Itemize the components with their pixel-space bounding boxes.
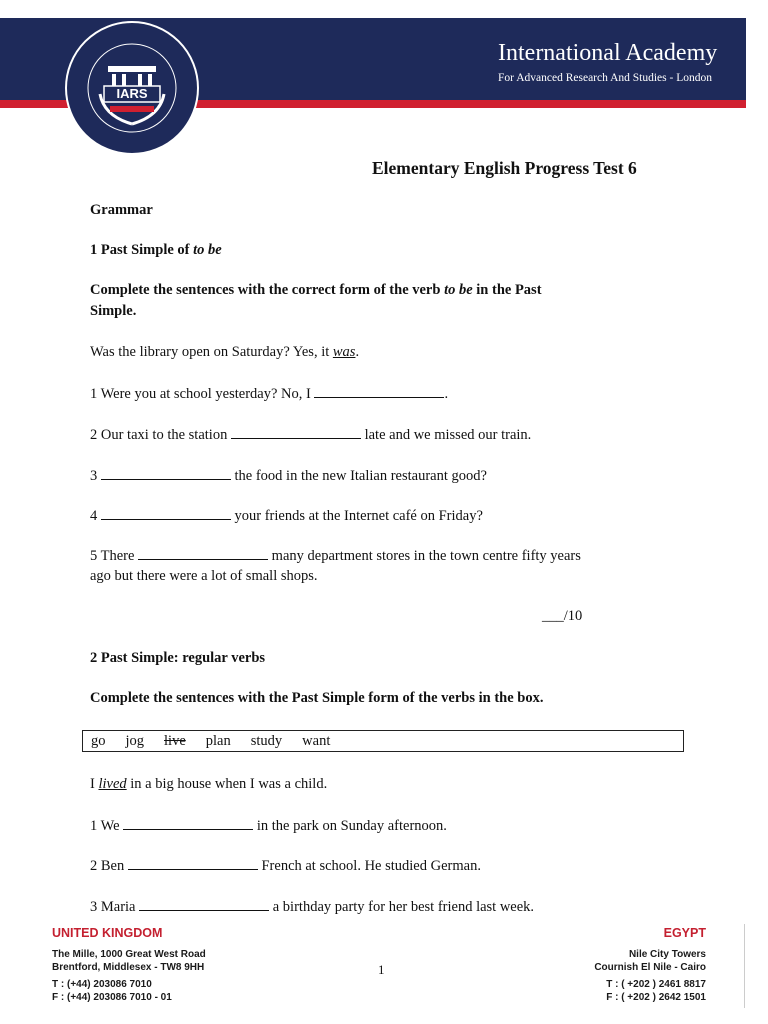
- verb-word: jog: [125, 732, 145, 749]
- footer-divider: [744, 924, 745, 1008]
- part1-q1: 1 Were you at school yesterday? No, I .: [90, 386, 449, 402]
- document-title: Elementary English Progress Test 6: [372, 158, 637, 178]
- part1-q5: 5 There many department stores in the town centre fifty years: [90, 548, 581, 564]
- part2-heading: 2 Past Simple: regular verbs: [90, 650, 266, 666]
- answer-blank[interactable]: [314, 385, 444, 398]
- part2-q3: 3 Maria a birthday party for her best friend last week.: [90, 899, 535, 915]
- answer-blank[interactable]: [123, 817, 253, 830]
- verb-word: want: [302, 732, 331, 749]
- page-number: 1: [378, 962, 385, 977]
- answer-blank[interactable]: [138, 547, 268, 560]
- part1-q5-cont: ago but there were a lot of small shops.: [90, 568, 318, 584]
- part1-heading: 1 Past Simple of to be: [90, 242, 222, 258]
- part1-q2: 2 Our taxi to the station late and we missed our train.: [90, 427, 532, 443]
- answer-blank[interactable]: [101, 507, 231, 520]
- part1-instructions-cont: Simple.: [90, 303, 137, 319]
- part1-score: ___/10: [542, 608, 583, 624]
- verb-word: go: [91, 732, 106, 749]
- part1-instructions: Complete the sentences with the correct form of the verb to be in the Past: [90, 282, 542, 298]
- footer-egypt: EGYPT Nile City Towers Cournish El Nile - Cairo T : ( +202 ) 2461 8817 F : ( +202 ) 2642 1501: [594, 926, 706, 1003]
- answer-blank[interactable]: [231, 426, 361, 439]
- part1-q4: 4 your friends at the Internet café on Friday?: [90, 508, 483, 524]
- part2-instructions: Complete the sentences with the Past Simple form of the verbs in the box.: [90, 690, 544, 706]
- answer-blank[interactable]: [139, 898, 269, 911]
- verb-word: study: [250, 732, 283, 749]
- answer-blank[interactable]: [128, 857, 258, 870]
- part1-q3: 3 the food in the new Italian restaurant good?: [90, 468, 487, 484]
- academy-title: International Academy: [498, 40, 718, 66]
- iars-logo: [64, 20, 200, 156]
- section-grammar: Grammar: [90, 202, 153, 218]
- verb-word-crossed: live: [164, 732, 186, 749]
- verb-word: plan: [205, 732, 231, 749]
- footer-uk: UNITED KINGDOM The Mille, 1000 Great West Road Brentford, Middlesex - TW8 9HH T : (+44) 203086 7010 F : (+44) 203086 7010 - 01: [52, 926, 206, 1003]
- part2-example: I lived in a big house when I was a child.: [90, 776, 328, 792]
- part2-q2: 2 Ben French at school. He studied German.: [90, 858, 481, 874]
- answer-blank[interactable]: [101, 467, 231, 480]
- part1-example: Was the library open on Saturday? Yes, it was.: [90, 344, 360, 360]
- academy-subtitle: For Advanced Research And Studies - London: [498, 72, 712, 84]
- verb-box: [82, 730, 684, 752]
- svg-text:IARS: IARS: [116, 86, 148, 101]
- part2-q1: 1 We in the park on Sunday afternoon.: [90, 818, 447, 834]
